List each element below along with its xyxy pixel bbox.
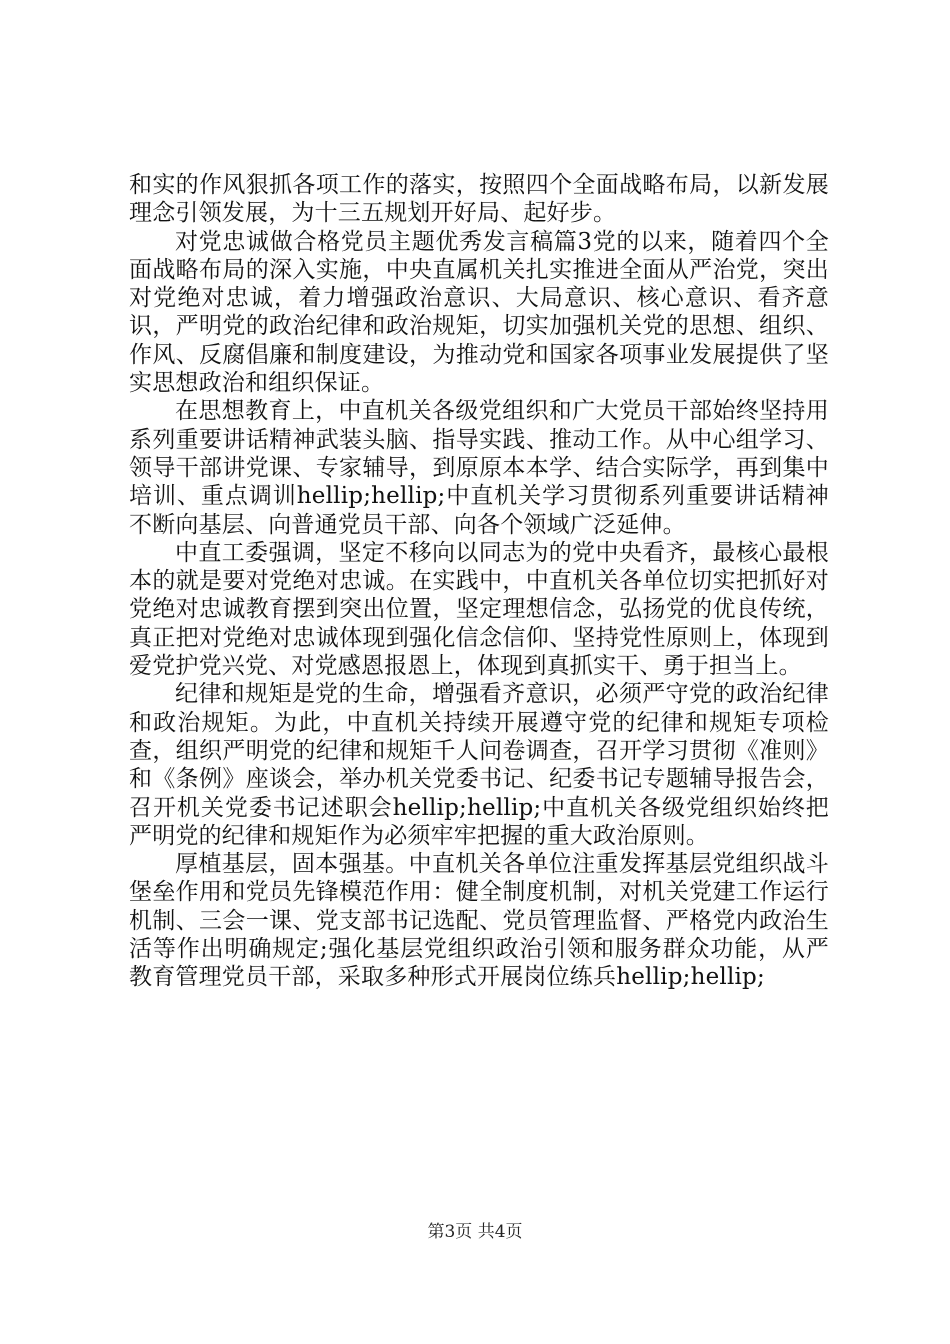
paragraph-2: 对党忠诚做合格党员主题优秀发言稿篇3党的以来，随着四个全面战略布局的深入实施，中央直属机关扎实推进全面从严治党，突出对党绝对忠诚，着力增强政治意识、大局意识、核心意识、看齐意识，严明党的政治纪律和政治规矩，切实加强机关党的思想、组织、作风、反腐倡廉和制度建设，为推动党和国家各项事业发展提供了坚实思想政治和组织保证。	[129, 228, 829, 397]
paragraph-6: 厚植基层，固本强基。中直机关各单位注重发挥基层党组织战斗堡垒作用和党员先锋模范作用：健全制度机制，对机关党建工作运行机制、三会一课、党支部书记选配、党员管理监督、严格党内政治生活等作出明确规定;强化基层党组织政治引领和服务群众功能，从严教育管理党员干部，采取多种形式开展岗位练兵hellip;hellip;	[129, 851, 829, 991]
paragraph-4: 中直工委强调，坚定不移向以同志为的党中央看齐，最核心最根本的就是要对党绝对忠诚。在实践中，中直机关各单位切实把抓好对党绝对忠诚教育摆到突出位置，坚定理想信念，弘扬党的优良传统，真正把对党绝对忠诚体现到强化信念信仰、坚持党性原则上，体现到爱党护党兴党、对党感恩报恩上，体现到真抓实干、勇于担当上。	[129, 539, 829, 680]
paragraph-5: 纪律和规矩是党的生命，增强看齐意识，必须严守党的政治纪律和政治规矩。为此，中直机关持续开展遵守党的纪律和规矩专项检查，组织严明党的纪律和规矩千人问卷调查，召开学习贯彻《准则》和《条例》座谈会，举办机关党委书记、纪委书记专题辅导报告会，召开机关党委书记述职会hellip;hellip;中直机关各级党组织始终把严明党的纪律和规矩作为必须牢牢把握的重大政治原则。	[129, 681, 829, 849]
document-body	[129, 171, 829, 992]
paragraph-1: 和实的作风狠抓各项工作的落实，按照四个全面战略布局，以新发展理念引领发展，为十三五规划开好局、起好步。	[129, 172, 829, 227]
page-footer: 第3页 共4页	[427, 1222, 523, 1242]
paragraph-3: 在思想教育上，中直机关各级党组织和广大党员干部始终坚持用系列重要讲话精神武装头脑、指导实践、推动工作。从中心组学习、领导干部讲党课、专家辅导，到原原本本学、结合实际学，再到集中培训、重点调训hellip;hellip;中直机关学习贯彻系列重要讲话精神不断向基层、向普通党员干部、向各个领域广泛延伸。	[129, 398, 829, 538]
